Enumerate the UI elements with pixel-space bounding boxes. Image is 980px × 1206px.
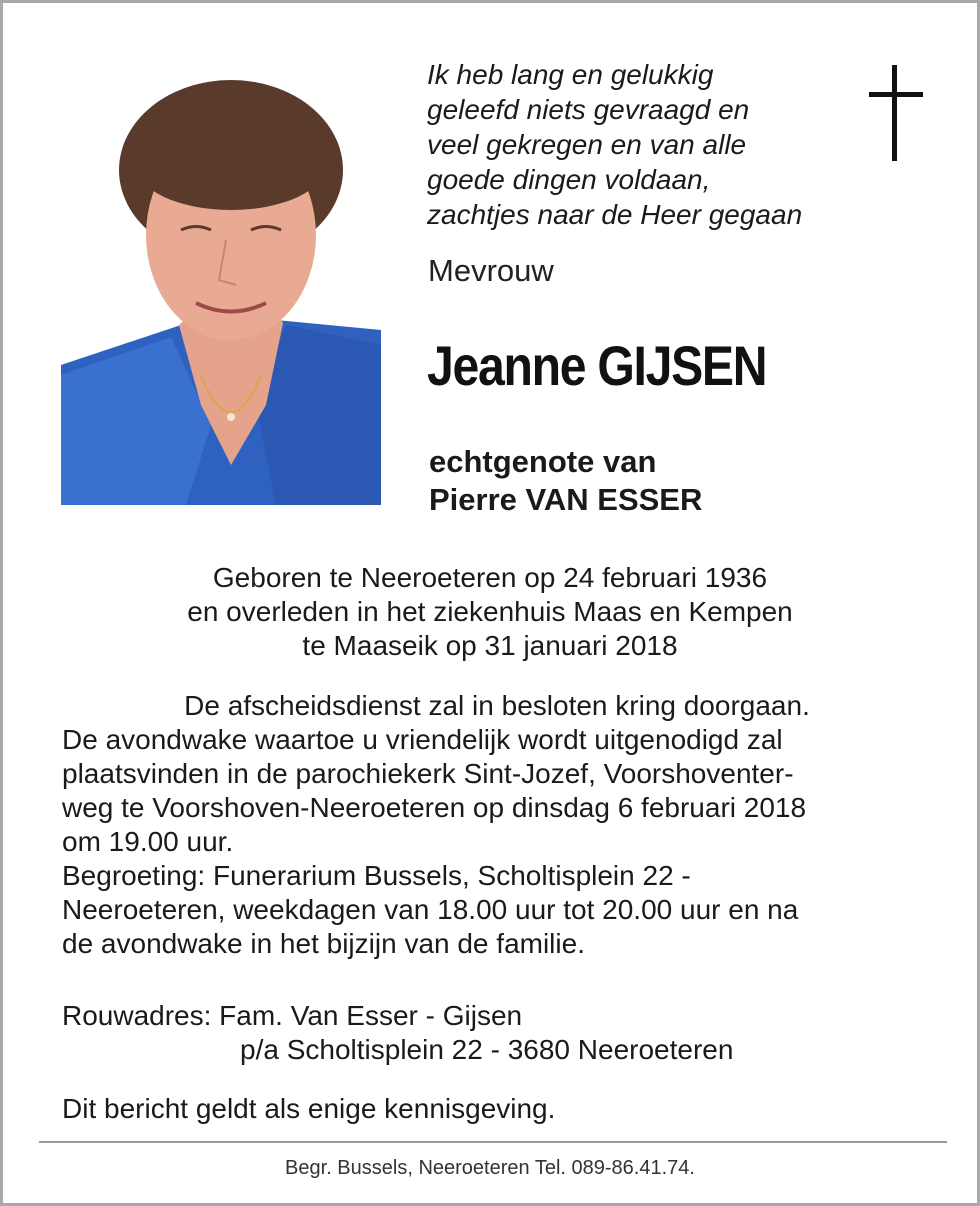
address-line: p/a Scholtisplein 22 - 3680 Neeroeteren [240, 1034, 734, 1065]
greeting-line: de avondwake in het bijzijn van de familie. [62, 928, 585, 959]
notice-text: Dit bericht geldt als enige kennisgeving. [62, 1093, 556, 1124]
greeting-line: Neeroeteren, weekdagen van 18.00 uur tot 20.00 uur en na [62, 894, 799, 925]
spouse-block [429, 443, 702, 519]
divider [39, 1141, 947, 1143]
poem-line: Ik heb lang en gelukkig [427, 59, 714, 90]
birth-death-info [3, 561, 977, 663]
portrait-photo [61, 75, 381, 505]
wake-line: weg te Voorshoven-Neeroeteren op dinsdag 6 februari 2018 [62, 792, 807, 823]
poem-line: goede dingen voldaan, [427, 164, 711, 195]
mourning-address [62, 999, 733, 1067]
relation-label: echtgenote van [429, 444, 657, 479]
poem-line: veel gekregen en van alle [427, 129, 747, 160]
birth-death-line: en overleden in het ziekenhuis Maas en Kempen [187, 596, 793, 627]
cross-icon [865, 65, 925, 163]
wake-line: om 19.00 uur. [62, 826, 234, 857]
funeral-home-footer: Begr. Bussels, Neeroeteren Tel. 089-86.41.74. [285, 1157, 695, 1179]
birth-death-line: Geboren te Neeroeteren op 24 februari 1936 [212, 562, 768, 593]
poem [427, 57, 802, 232]
service-line: De afscheidsdienst zal in besloten kring doorgaan. [184, 690, 810, 721]
service-details [62, 689, 932, 961]
address-line: Rouwadres: Fam. Van Esser - Gijsen [62, 1000, 523, 1031]
greeting-line: Begroeting: Funerarium Bussels, Scholtisplein 22 - [62, 860, 691, 891]
birth-death-line: te Maaseik op 31 januari 2018 [302, 630, 678, 661]
deceased-name: Jeanne GIJSEN [427, 334, 767, 397]
salutation: Mevrouw [428, 253, 554, 288]
poem-line: geleefd niets gevraagd en [427, 94, 750, 125]
wake-line: De avondwake waartoe u vriendelijk wordt uitgenodigd zal [62, 724, 783, 755]
wake-line: plaatsvinden in de parochiekerk Sint-Jozef, Voorshoventer- [62, 758, 794, 789]
spouse-name: Pierre VAN ESSER [429, 482, 703, 517]
poem-line: zachtjes naar de Heer gegaan [427, 199, 803, 230]
